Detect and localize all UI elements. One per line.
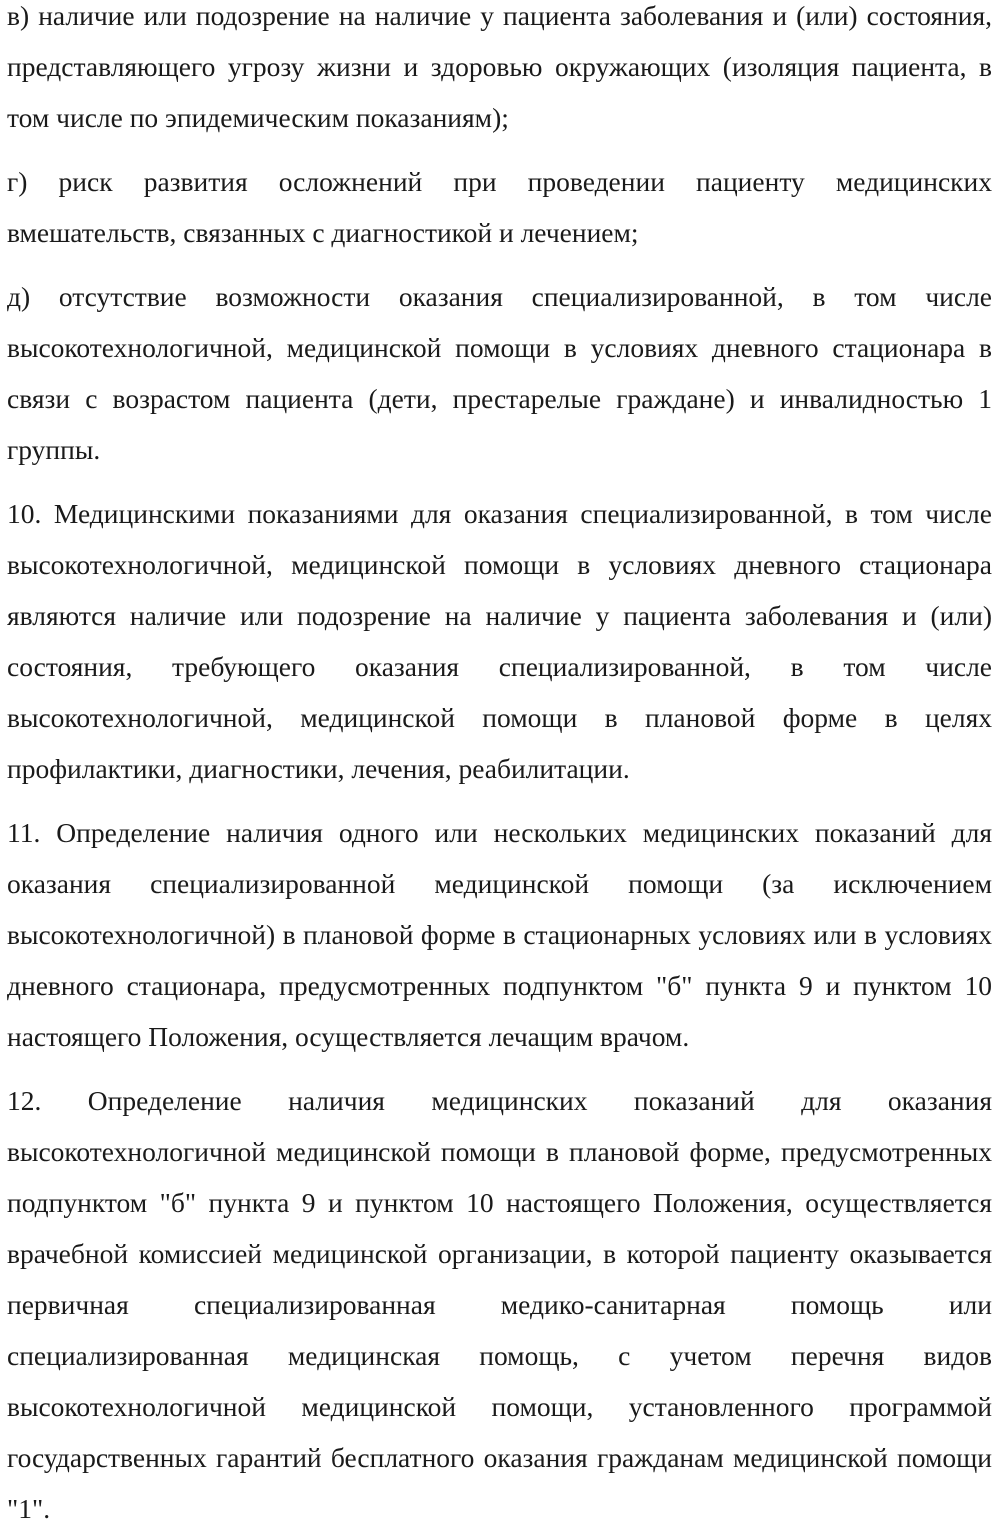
paragraph-gap xyxy=(7,258,992,271)
paragraph-gap xyxy=(7,143,992,156)
paragraph-gap xyxy=(7,794,992,807)
paragraph-item-d: д) отсутствие возможности оказания специализированной, в том числе высокотехнологичной, медицинской помощи в условиях дневного стационара в связи с возрастом пациента (дети, престарелые граждане) и инвалидностью 1 группы. xyxy=(7,281,992,465)
paragraph-item-v: в) наличие или подозрение на наличие у пациента заболевания и (или) состояния, представляющего угрозу жизни и здоровью окружающих (изоляция пациента, в том числе по эпидемическим показаниям); xyxy=(7,0,992,133)
paragraph-10: 10. Медицинскими показаниями для оказания специализированной, в том числе высокотехнологичной, медицинской помощи в условиях дневного стационара являются наличие или подозрение на наличие у пациента заболевания и (или) состояния, требующего оказания специализированной, в том числе высокотехнологичной, медицинской помощи в плановой форме в целях профилактики, диагностики, лечения, реабилитации. xyxy=(7,498,992,784)
paragraph-gap xyxy=(7,1062,992,1075)
paragraph-11: 11. Определение наличия одного или нескольких медицинских показаний для оказания специализированной медицинской помощи (за исключением высокотехнологичной) в плановой форме в стационарных условиях или в условиях дневного стационара, предусмотренных подпунктом "б" пункта 9 и пунктом 10 настоящего Положения, осуществляется лечащим врачом. xyxy=(7,817,992,1052)
paragraph-gap xyxy=(7,475,992,488)
paragraph-12: 12. Определение наличия медицинских показаний для оказания высокотехнологичной медицинской помощи в плановой форме, предусмотренных подпунктом "б" пункта 9 и пунктом 10 настоящего Положения, осуществляется врачебной комиссией медицинской организации, в которой пациенту оказывается первичная специализированная медико-санитарная помощь или специализированная медицинская помощь, с учетом перечня видов высокотехнологичной медицинской помощи, установленного программой государственных гарантий бесплатного оказания гражданам медицинской помощи "1". xyxy=(7,1085,992,1524)
paragraph-item-g: г) риск развития осложнений при проведении пациенту медицинских вмешательств, связанных с диагностикой и лечением; xyxy=(7,166,992,248)
